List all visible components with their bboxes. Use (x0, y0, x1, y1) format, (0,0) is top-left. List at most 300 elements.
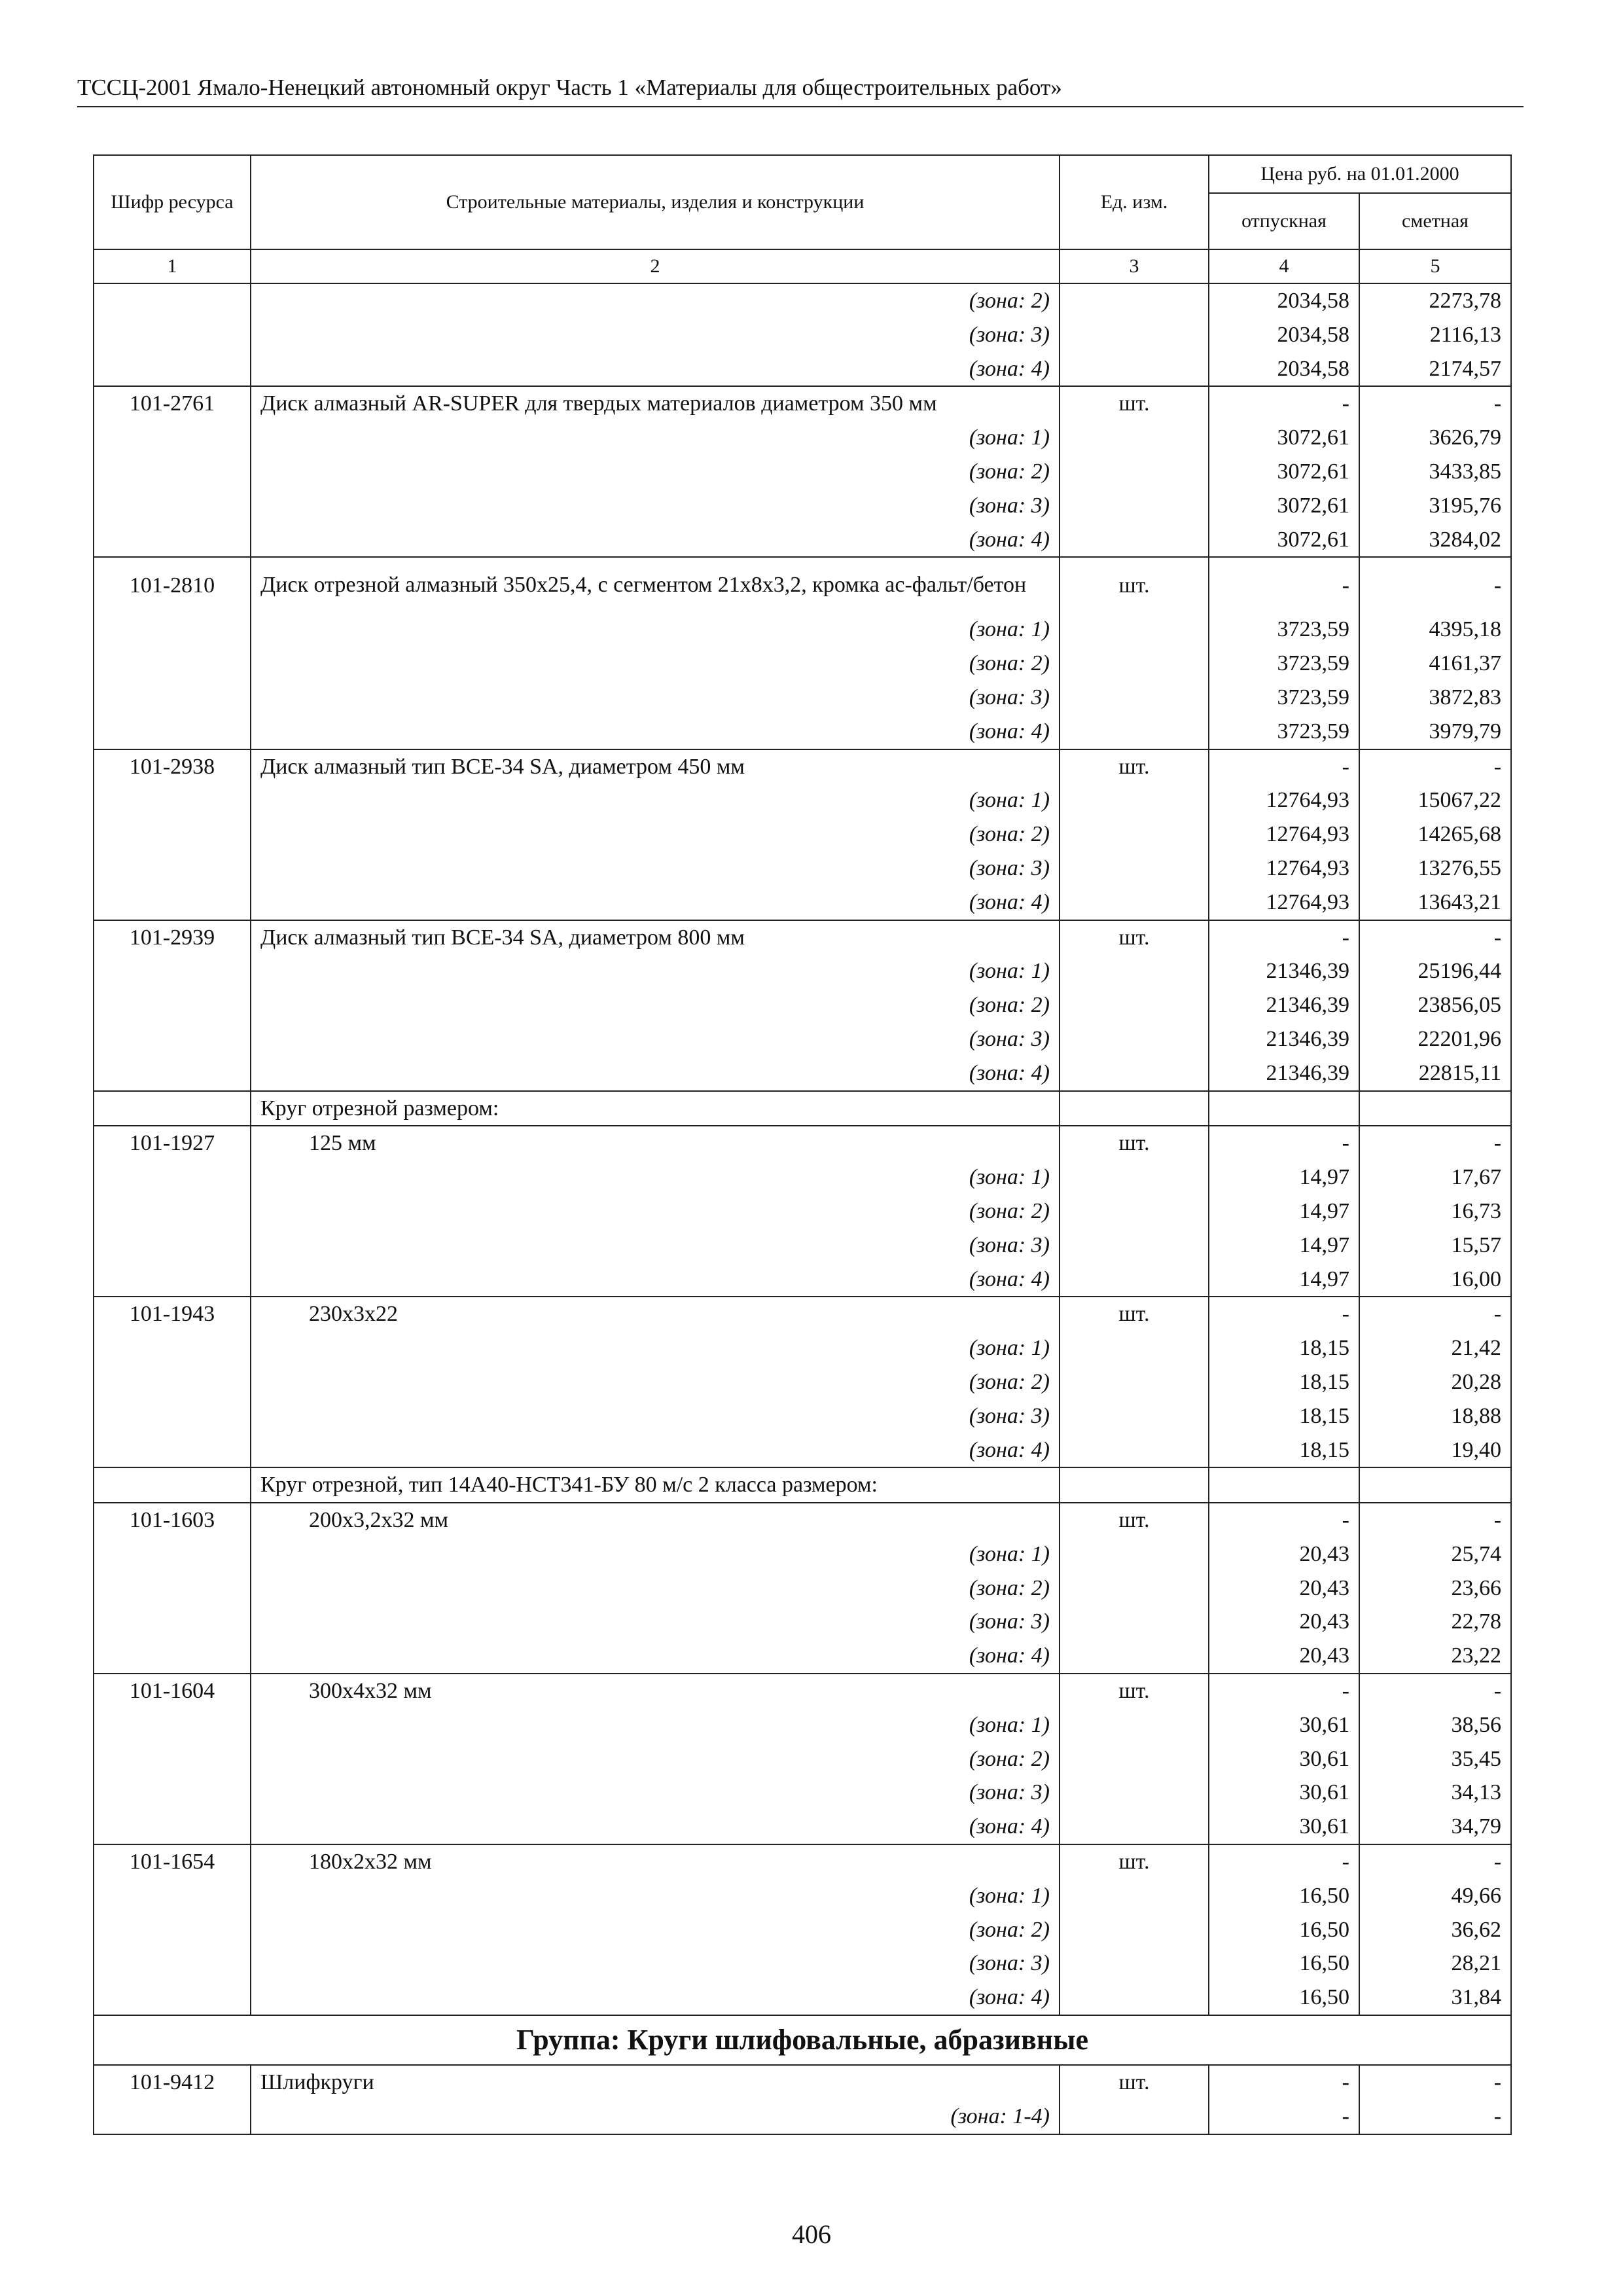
unit (1060, 1810, 1209, 1844)
estimate-price: - (1359, 749, 1511, 784)
unit (1060, 1091, 1209, 1126)
release-price: 12764,93 (1209, 783, 1359, 817)
estimate-price: 18,88 (1359, 1399, 1511, 1433)
estimate-price: 36,62 (1359, 1913, 1511, 1947)
unit (1060, 1022, 1209, 1056)
unit (1060, 1365, 1209, 1399)
zone-row (94, 489, 1511, 523)
release-price: 18,15 (1209, 1365, 1359, 1399)
price-table (93, 154, 1512, 2135)
release-price: 12764,93 (1209, 817, 1359, 852)
subheading-text: Круг отрезной размером: (251, 1091, 1060, 1126)
estimate-price: - (1359, 2065, 1511, 2100)
release-price: - (1209, 1297, 1359, 1331)
zone-label: (зона: 2) (251, 1194, 1060, 1229)
estimate-price: 23,66 (1359, 1571, 1511, 1605)
zone-label: (зона: 1) (251, 783, 1060, 817)
estimate-price: 13643,21 (1359, 886, 1511, 920)
unit (1060, 954, 1209, 988)
column-number: 3 (1060, 249, 1209, 283)
zone-row (94, 1981, 1511, 2015)
zone-row (94, 318, 1511, 352)
zone-label: (зона: 3) (251, 1022, 1060, 1056)
zone-row (94, 1879, 1511, 1913)
unit: шт. (1060, 557, 1209, 613)
resource-code: 101-2939 (94, 920, 251, 955)
zone-label: (зона: 2) (251, 647, 1060, 681)
zone-label: (зона: 3) (251, 1776, 1060, 1810)
resource-code (94, 613, 251, 647)
zone-label: (зона: 1) (251, 1160, 1060, 1194)
unit (1060, 2100, 1209, 2134)
zone-label: (зона: 1) (251, 1537, 1060, 1571)
resource-code (94, 1537, 251, 1571)
resource-code (94, 352, 251, 387)
estimate-price: 2174,57 (1359, 352, 1511, 387)
zone-row (94, 1331, 1511, 1365)
zone-label: (зона: 1) (251, 954, 1060, 988)
unit (1060, 817, 1209, 852)
material-name: 200х3,2х32 мм (251, 1503, 1060, 1537)
unit (1060, 1160, 1209, 1194)
unit (1060, 1194, 1209, 1229)
release-price: 2034,58 (1209, 318, 1359, 352)
column-number: 5 (1359, 249, 1511, 283)
resource-code (94, 1365, 251, 1399)
unit (1060, 523, 1209, 558)
material-name: Диск алмазный тип BCE-34 SA, диаметром 450 мм (251, 749, 1060, 784)
zone-label: (зона: 4) (251, 352, 1060, 387)
resource-code (94, 1022, 251, 1056)
unit (1060, 352, 1209, 387)
resource-code: 101-1943 (94, 1297, 251, 1331)
estimate-price: - (1359, 1674, 1511, 1708)
material-name: Диск алмазный AR-SUPER для твердых материалов диаметром 350 мм (251, 386, 1060, 421)
estimate-price: 25,74 (1359, 1537, 1511, 1571)
estimate-price: 21,42 (1359, 1331, 1511, 1365)
resource-code (94, 1571, 251, 1605)
zone-row (94, 1776, 1511, 1810)
zone-label: (зона: 1-4) (251, 2100, 1060, 2134)
unit (1060, 1229, 1209, 1263)
release-price: - (1209, 2065, 1359, 2100)
unit (1060, 681, 1209, 715)
estimate-price: - (1359, 2100, 1511, 2134)
unit: шт. (1060, 1503, 1209, 1537)
group-row (94, 2015, 1511, 2065)
estimate-price: 13276,55 (1359, 852, 1511, 886)
item-row (94, 920, 1511, 955)
release-price: 12764,93 (1209, 852, 1359, 886)
estimate-price: 25196,44 (1359, 954, 1511, 988)
material-name: 300х4х32 мм (251, 1674, 1060, 1708)
zone-row (94, 1708, 1511, 1742)
zone-row (94, 988, 1511, 1022)
estimate-price: 3979,79 (1359, 715, 1511, 749)
estimate-price: 15,57 (1359, 1229, 1511, 1263)
unit (1060, 1467, 1209, 1503)
column-number: 1 (94, 249, 251, 283)
release-price: - (1209, 1844, 1359, 1879)
release-price: 14,97 (1209, 1194, 1359, 1229)
group-title: Группа: Круги шлифовальные, абразивные (94, 2015, 1511, 2065)
release-price: 16,50 (1209, 1981, 1359, 2015)
material-name: 125 мм (251, 1126, 1060, 1160)
resource-code (94, 715, 251, 749)
estimate-price: 19,40 (1359, 1433, 1511, 1468)
zone-label: (зона: 4) (251, 1433, 1060, 1468)
estimate-price (1359, 1467, 1511, 1503)
resource-code (94, 318, 251, 352)
zone-label: (зона: 2) (251, 988, 1060, 1022)
header-estimate-price: сметная (1359, 193, 1511, 249)
estimate-price: 3872,83 (1359, 681, 1511, 715)
release-price: 3723,59 (1209, 647, 1359, 681)
header-unit: Ед. изм. (1060, 155, 1209, 249)
estimate-price: - (1359, 386, 1511, 421)
resource-code (94, 283, 251, 318)
release-price: 18,15 (1209, 1399, 1359, 1433)
zone-label: (зона: 3) (251, 318, 1060, 352)
estimate-price: - (1359, 1503, 1511, 1537)
release-price: 3723,59 (1209, 681, 1359, 715)
zone-label: (зона: 2) (251, 283, 1060, 318)
unit (1060, 1056, 1209, 1091)
zone-row (94, 1913, 1511, 1947)
resource-code (94, 1879, 251, 1913)
item-row (94, 749, 1511, 784)
resource-code: 101-2810 (94, 557, 251, 613)
estimate-price: 28,21 (1359, 1946, 1511, 1981)
estimate-price: - (1359, 920, 1511, 955)
release-price: 2034,58 (1209, 352, 1359, 387)
release-price: 21346,39 (1209, 1056, 1359, 1091)
estimate-price: 3195,76 (1359, 489, 1511, 523)
resource-code: 101-1654 (94, 1844, 251, 1879)
resource-code (94, 1194, 251, 1229)
estimate-price: 4395,18 (1359, 613, 1511, 647)
resource-code (94, 1742, 251, 1776)
zone-row (94, 2100, 1511, 2134)
zone-label: (зона: 3) (251, 852, 1060, 886)
zone-label: (зона: 1) (251, 1879, 1060, 1913)
zone-label: (зона: 1) (251, 1708, 1060, 1742)
zone-row (94, 1160, 1511, 1194)
header-release-price: отпускная (1209, 193, 1359, 249)
release-price: 20,43 (1209, 1605, 1359, 1639)
zone-row (94, 1639, 1511, 1674)
release-price: 3072,61 (1209, 455, 1359, 489)
zone-row (94, 1056, 1511, 1091)
zone-row (94, 1946, 1511, 1981)
estimate-price: 49,66 (1359, 1879, 1511, 1913)
resource-code (94, 783, 251, 817)
zone-row (94, 1022, 1511, 1056)
unit (1060, 1981, 1209, 2015)
release-price: - (1209, 557, 1359, 613)
table-body (94, 283, 1511, 2134)
unit: шт. (1060, 749, 1209, 784)
zone-row (94, 455, 1511, 489)
release-price: 3072,61 (1209, 489, 1359, 523)
material-name: Диск алмазный тип BCE-34 SA, диаметром 800 мм (251, 920, 1060, 955)
unit (1060, 613, 1209, 647)
item-row (94, 1674, 1511, 1708)
item-row (94, 386, 1511, 421)
estimate-price: 38,56 (1359, 1708, 1511, 1742)
unit (1060, 852, 1209, 886)
zone-label: (зона: 4) (251, 1263, 1060, 1297)
zone-row (94, 783, 1511, 817)
unit: шт. (1060, 386, 1209, 421)
item-row (94, 1126, 1511, 1160)
zone-label: (зона: 2) (251, 1913, 1060, 1947)
unit (1060, 1433, 1209, 1468)
release-price: 16,50 (1209, 1946, 1359, 1981)
subheading-row (94, 1091, 1511, 1126)
zone-label: (зона: 2) (251, 455, 1060, 489)
zone-row (94, 1571, 1511, 1605)
estimate-price: 22,78 (1359, 1605, 1511, 1639)
resource-code (94, 1605, 251, 1639)
zone-row (94, 681, 1511, 715)
release-price: 12764,93 (1209, 886, 1359, 920)
resource-code (94, 1946, 251, 1981)
unit: шт. (1060, 1126, 1209, 1160)
page-header: ТССЦ-2001 Ямало-Ненецкий автономный округ Часть 1 «Материалы для общестроительных работ» (77, 73, 1524, 107)
material-name: Диск отрезной алмазный 350х25,4, с сегментом 21х8х3,2, кромка ас-фальт/бетон (251, 557, 1060, 613)
zone-row (94, 1537, 1511, 1571)
zone-row (94, 1365, 1511, 1399)
column-number: 2 (251, 249, 1060, 283)
zone-row (94, 1399, 1511, 1433)
header-name: Строительные материалы, изделия и конструкции (251, 155, 1060, 249)
estimate-price: 34,79 (1359, 1810, 1511, 1844)
unit (1060, 1879, 1209, 1913)
resource-code (94, 647, 251, 681)
resource-code: 101-1604 (94, 1674, 251, 1708)
unit (1060, 1742, 1209, 1776)
unit (1060, 1263, 1209, 1297)
estimate-price: 14265,68 (1359, 817, 1511, 852)
estimate-price: 16,73 (1359, 1194, 1511, 1229)
zone-label: (зона: 4) (251, 1639, 1060, 1674)
resource-code (94, 1981, 251, 2015)
estimate-price: - (1359, 1844, 1511, 1879)
estimate-price: 16,00 (1359, 1263, 1511, 1297)
page-number: 406 (792, 2219, 831, 2249)
resource-code (94, 455, 251, 489)
unit (1060, 421, 1209, 455)
zone-label: (зона: 2) (251, 1365, 1060, 1399)
material-name: 180х2х32 мм (251, 1844, 1060, 1879)
release-price: 21346,39 (1209, 1022, 1359, 1056)
estimate-price: 35,45 (1359, 1742, 1511, 1776)
release-price: - (1209, 1674, 1359, 1708)
estimate-price: - (1359, 557, 1511, 613)
unit: шт. (1060, 1844, 1209, 1879)
release-price: 2034,58 (1209, 283, 1359, 318)
zone-row (94, 421, 1511, 455)
unit (1060, 1708, 1209, 1742)
resource-code (94, 1263, 251, 1297)
unit: шт. (1060, 1674, 1209, 1708)
zone-row (94, 1433, 1511, 1468)
release-price: 3723,59 (1209, 613, 1359, 647)
unit (1060, 647, 1209, 681)
resource-code (94, 817, 251, 852)
release-price: - (1209, 920, 1359, 955)
header-price-group: Цена руб. на 01.01.2000 (1209, 155, 1511, 193)
release-price (1209, 1467, 1359, 1503)
resource-code (94, 1160, 251, 1194)
resource-code (94, 681, 251, 715)
release-price: 3723,59 (1209, 715, 1359, 749)
zone-label: (зона: 3) (251, 1605, 1060, 1639)
zone-label: (зона: 3) (251, 1946, 1060, 1981)
column-number: 4 (1209, 249, 1359, 283)
zone-label: (зона: 2) (251, 1742, 1060, 1776)
estimate-price: - (1359, 1126, 1511, 1160)
zone-row (94, 647, 1511, 681)
estimate-price: 23,22 (1359, 1639, 1511, 1674)
item-row (94, 1844, 1511, 1879)
unit (1060, 1776, 1209, 1810)
zone-row (94, 1810, 1511, 1844)
zone-label: (зона: 1) (251, 421, 1060, 455)
estimate-price: 3433,85 (1359, 455, 1511, 489)
zone-row (94, 1194, 1511, 1229)
release-price (1209, 1091, 1359, 1126)
release-price: 30,61 (1209, 1776, 1359, 1810)
unit (1060, 1639, 1209, 1674)
zone-label: (зона: 4) (251, 715, 1060, 749)
item-row (94, 1503, 1511, 1537)
zone-label: (зона: 4) (251, 886, 1060, 920)
release-price: 20,43 (1209, 1639, 1359, 1674)
estimate-price: 2116,13 (1359, 318, 1511, 352)
estimate-price: 22201,96 (1359, 1022, 1511, 1056)
release-price: 14,97 (1209, 1263, 1359, 1297)
resource-code (94, 1229, 251, 1263)
unit (1060, 1537, 1209, 1571)
release-price: 21346,39 (1209, 988, 1359, 1022)
zone-row (94, 954, 1511, 988)
zone-row (94, 852, 1511, 886)
zone-label: (зона: 4) (251, 1056, 1060, 1091)
resource-code (94, 523, 251, 558)
resource-code (94, 421, 251, 455)
release-price: 16,50 (1209, 1879, 1359, 1913)
resource-code (94, 1708, 251, 1742)
estimate-price: 31,84 (1359, 1981, 1511, 2015)
zone-row (94, 886, 1511, 920)
zone-label: (зона: 3) (251, 489, 1060, 523)
item-row (94, 1297, 1511, 1331)
zone-row (94, 352, 1511, 387)
release-price: 30,61 (1209, 1708, 1359, 1742)
header-code: Шифр ресурса (94, 155, 251, 249)
unit (1060, 783, 1209, 817)
zone-row (94, 613, 1511, 647)
estimate-price: 15067,22 (1359, 783, 1511, 817)
unit (1060, 1913, 1209, 1947)
zone-label: (зона: 1) (251, 613, 1060, 647)
resource-code (94, 1639, 251, 1674)
release-price: 21346,39 (1209, 954, 1359, 988)
resource-code (94, 1331, 251, 1365)
item-row (94, 557, 1511, 613)
resource-code: 101-2938 (94, 749, 251, 784)
unit (1060, 489, 1209, 523)
material-name: Шлифкруги (251, 2065, 1060, 2100)
release-price: 20,43 (1209, 1571, 1359, 1605)
estimate-price (1359, 1091, 1511, 1126)
release-price: 3072,61 (1209, 523, 1359, 558)
resource-code (94, 489, 251, 523)
subheading-text: Круг отрезной, тип 14А40-НСТ341-БУ 80 м/с 2 класса размером: (251, 1467, 1060, 1503)
unit (1060, 988, 1209, 1022)
estimate-price: - (1359, 1297, 1511, 1331)
release-price: 14,97 (1209, 1160, 1359, 1194)
estimate-price: 4161,37 (1359, 647, 1511, 681)
zone-label: (зона: 4) (251, 1981, 1060, 2015)
estimate-price: 23856,05 (1359, 988, 1511, 1022)
unit (1060, 886, 1209, 920)
resource-code (94, 2100, 251, 2134)
release-price: 14,97 (1209, 1229, 1359, 1263)
release-price: 16,50 (1209, 1913, 1359, 1947)
release-price: 3072,61 (1209, 421, 1359, 455)
zone-row (94, 1229, 1511, 1263)
zone-label: (зона: 3) (251, 1399, 1060, 1433)
estimate-price: 20,28 (1359, 1365, 1511, 1399)
unit (1060, 283, 1209, 318)
estimate-price: 22815,11 (1359, 1056, 1511, 1091)
item-row (94, 2065, 1511, 2100)
zone-row (94, 1263, 1511, 1297)
resource-code (94, 1399, 251, 1433)
resource-code: 101-1927 (94, 1126, 251, 1160)
resource-code (94, 1467, 251, 1503)
resource-code: 101-1603 (94, 1503, 251, 1537)
resource-code (94, 1810, 251, 1844)
subheading-row (94, 1467, 1511, 1503)
release-price: - (1209, 1503, 1359, 1537)
release-price: 20,43 (1209, 1537, 1359, 1571)
unit (1060, 1399, 1209, 1433)
resource-code (94, 1433, 251, 1468)
estimate-price: 3284,02 (1359, 523, 1511, 558)
resource-code (94, 1056, 251, 1091)
material-name: 230х3х22 (251, 1297, 1060, 1331)
zone-label: (зона: 4) (251, 523, 1060, 558)
zone-label: (зона: 3) (251, 681, 1060, 715)
resource-code (94, 1913, 251, 1947)
unit (1060, 455, 1209, 489)
zone-row (94, 715, 1511, 749)
release-price: 30,61 (1209, 1810, 1359, 1844)
resource-code (94, 988, 251, 1022)
release-price: 18,15 (1209, 1331, 1359, 1365)
unit (1060, 1605, 1209, 1639)
unit (1060, 715, 1209, 749)
estimate-price: 34,13 (1359, 1776, 1511, 1810)
estimate-price: 2273,78 (1359, 283, 1511, 318)
zone-label: (зона: 2) (251, 817, 1060, 852)
release-price: 30,61 (1209, 1742, 1359, 1776)
resource-code (94, 886, 251, 920)
